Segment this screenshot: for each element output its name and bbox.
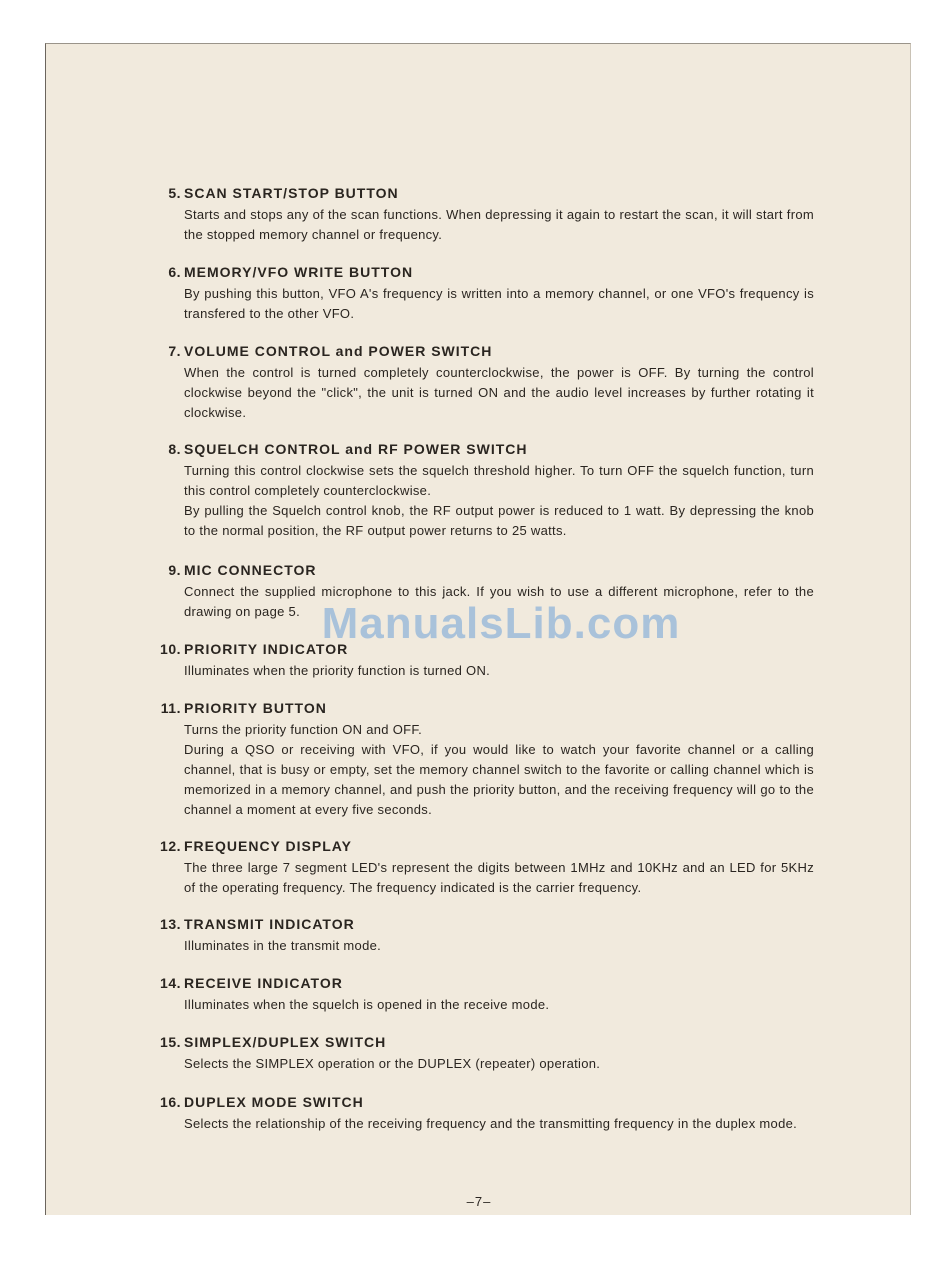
section-number: 8. — [168, 441, 181, 457]
section-paragraph: The three large 7 segment LED's represent the digits between 1MHz and 10KHz and an LED for 5KHz of the operating frequency. The frequency indicated is the carrier frequency. — [184, 860, 814, 895]
section-title: PRIORITY INDICATOR — [184, 641, 349, 657]
section-paragraph: Illuminates in the transmit mode. — [184, 938, 382, 953]
section-paragraph: Starts and stops any of the scan functions. When depressing it again to restart the scan, it will start from the stopped memory channel or frequency. — [184, 207, 814, 242]
section-number: 9. — [168, 562, 181, 578]
section-number: 5. — [168, 185, 181, 201]
page-number: –7– — [466, 1194, 492, 1209]
section-title: MEMORY/VFO WRITE BUTTON — [184, 264, 414, 280]
section-title: TRANSMIT INDICATOR — [184, 916, 355, 932]
section-paragraph: Selects the relationship of the receiving frequency and the transmitting frequency in the duplex mode. — [184, 1116, 798, 1131]
section-paragraph: Illuminates when the priority function is turned ON. — [184, 663, 491, 678]
section-number: 12. — [160, 838, 181, 854]
section-number: 7. — [168, 343, 181, 359]
section-paragraph: By pushing this button, VFO A's frequency is written into a memory channel, or one VFO's frequency is transfered to the other VFO. — [184, 286, 814, 321]
section-body — [184, 661, 814, 681]
section-paragraph: During a QSO or receiving with VFO, if you would like to watch your favorite channel or a calling channel, that is busy or empty, set the memory channel switch to the favorite or calling channel which is memorized in a memory channel, and push the priority button, and the receiving frequency will go to the channel a moment at every five seconds. — [184, 742, 814, 817]
section-number: 10. — [160, 641, 181, 657]
section-paragraph: By pulling the Squelch control knob, the RF output power is reduced to 1 watt. By depressing the knob to the normal position, the RF output power returns to 25 watts. — [184, 503, 814, 538]
section-title: VOLUME CONTROL and POWER SWITCH — [184, 343, 493, 359]
section-paragraph: Turning this control clockwise sets the squelch threshold higher. To turn OFF the squelch function, turn this control completely counterclockwise. — [184, 463, 814, 498]
section-number: 13. — [160, 916, 181, 932]
section-body — [184, 205, 814, 245]
section-body — [184, 1054, 814, 1074]
section-number: 6. — [168, 264, 181, 280]
manual-page — [45, 43, 911, 1215]
watermark-logo: ManualsLib.com — [321, 599, 681, 648]
section-body — [184, 995, 814, 1015]
section-title: SQUELCH CONTROL and RF POWER SWITCH — [184, 441, 528, 457]
section-body — [184, 461, 814, 541]
section-paragraph: Connect the supplied microphone to this jack. If you wish to use a different microphone, refer to the drawing on page 5. — [184, 584, 814, 619]
section-paragraph: Turns the priority function ON and OFF. — [184, 722, 423, 737]
section-title: SIMPLEX/DUPLEX SWITCH — [184, 1034, 387, 1050]
section-title: MIC CONNECTOR — [184, 562, 317, 578]
section-body — [184, 284, 814, 324]
section-body — [184, 936, 814, 956]
section-body — [184, 858, 814, 898]
section-body — [184, 363, 814, 423]
section-title: SCAN START/STOP BUTTON — [184, 185, 399, 201]
section-number: 11. — [160, 700, 181, 716]
section-title: DUPLEX MODE SWITCH — [184, 1094, 364, 1110]
section-title: PRIORITY BUTTON — [184, 700, 327, 716]
section-paragraph: When the control is turned completely counterclockwise, the power is OFF. By turning the control clockwise beyond the "click", the unit is turned ON and the audio level increases by further rotating it clockwise. — [184, 365, 814, 420]
section-body — [184, 720, 814, 820]
section-number: 15. — [160, 1034, 181, 1050]
section-number: 14. — [160, 975, 181, 991]
section-number: 16. — [160, 1094, 181, 1110]
section-title: RECEIVE INDICATOR — [184, 975, 343, 991]
section-body — [184, 1114, 814, 1134]
section-title: FREQUENCY DISPLAY — [184, 838, 352, 854]
section-paragraph: Illuminates when the squelch is opened in the receive mode. — [184, 997, 550, 1012]
section-paragraph: Selects the SIMPLEX operation or the DUPLEX (repeater) operation. — [184, 1056, 601, 1071]
